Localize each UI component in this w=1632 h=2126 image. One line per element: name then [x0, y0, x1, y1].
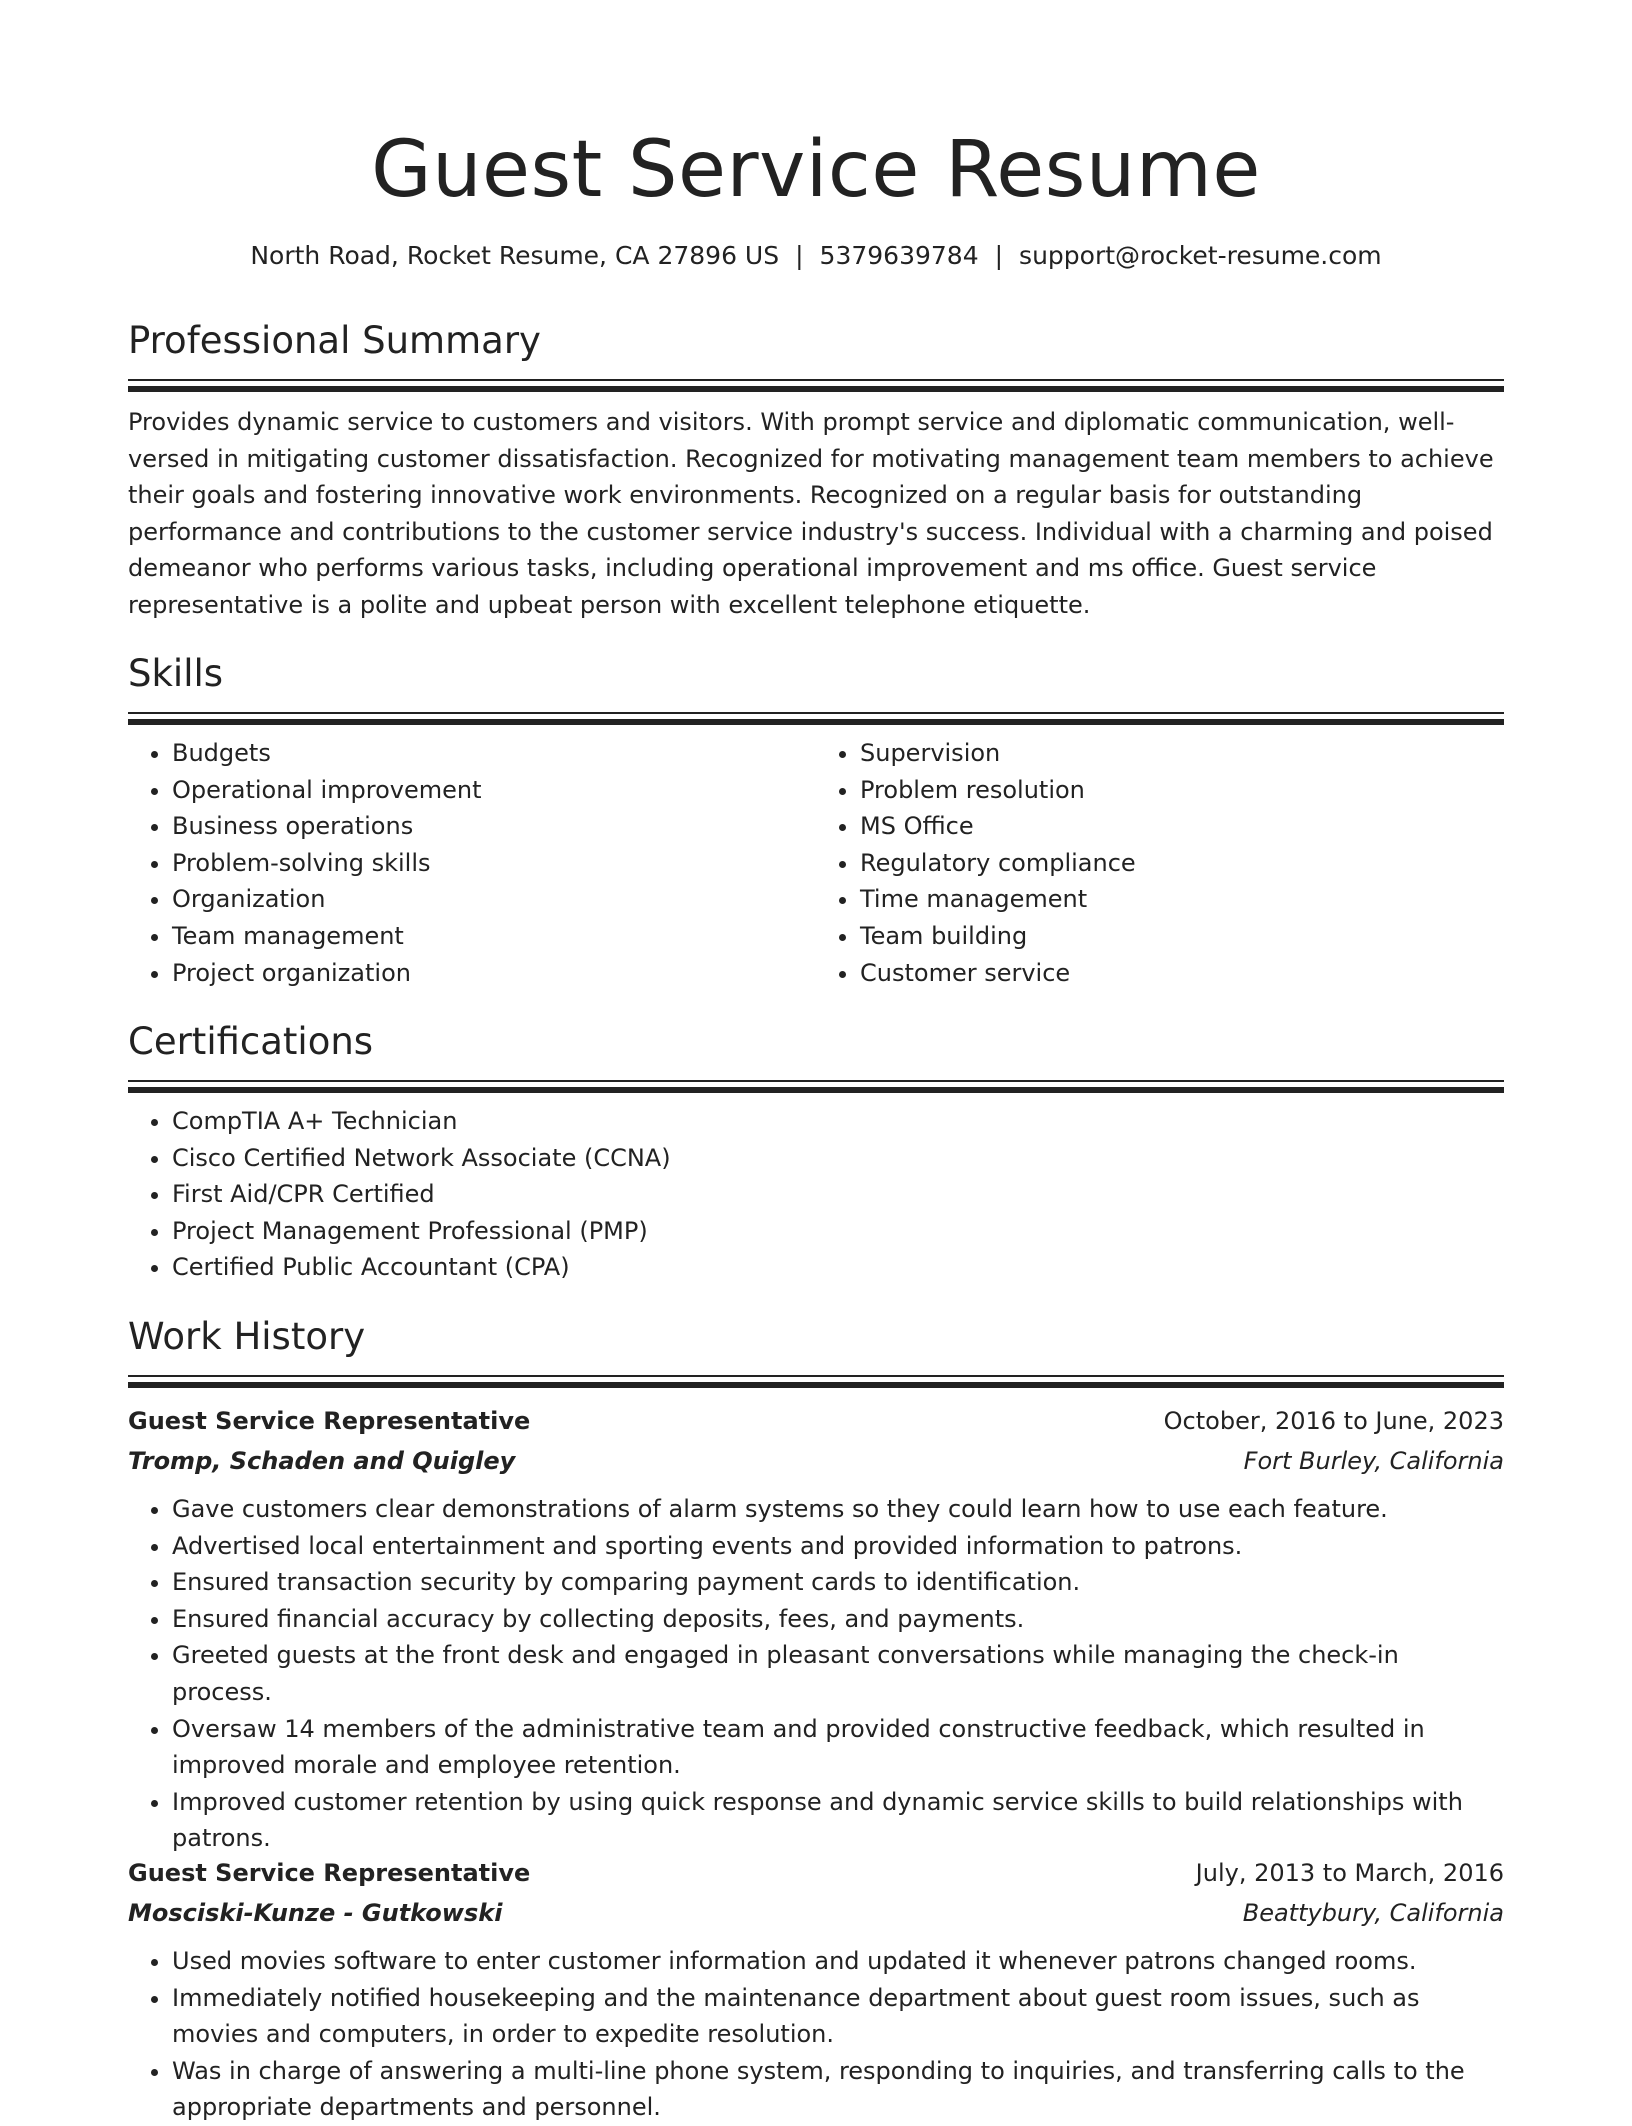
- job-duty: • Oversaw 14 members of the administrative team and provided constructive feedback, which resulted in improved morale and employee retention.: [172, 1711, 1504, 1784]
- job-duties-list: [128, 1943, 1504, 2126]
- job-dates: July, 2013 to March, 2016: [1195, 1859, 1504, 1887]
- certification-item: • CompTIA A+ Technician: [172, 1103, 1504, 1140]
- section-divider: [128, 1375, 1504, 1388]
- skill-item: • Supervision: [860, 735, 1504, 772]
- job-company-row: [128, 1893, 1504, 1933]
- job-duty: • Was in charge of answering a multi-line phone system, responding to inquiries, and transferring calls to the appropriate departments and personnel.: [172, 2053, 1504, 2126]
- skill-item: • Team management: [172, 918, 816, 955]
- summary-heading: Professional Summary: [128, 319, 541, 362]
- skills-heading: Skills: [128, 652, 224, 695]
- section-divider: [128, 379, 1504, 392]
- skill-item: • Customer service: [860, 955, 1504, 992]
- skill-item: • Project organization: [172, 955, 816, 992]
- job-entry: [128, 1401, 1504, 1857]
- certifications-list: [128, 1103, 1504, 1286]
- job-company-row: [128, 1441, 1504, 1481]
- job-title: Guest Service Representative: [128, 1407, 531, 1435]
- job-company: Mosciski-Kunze - Gutkowski: [128, 1899, 503, 1927]
- contact-email: support@rocket-resume.com: [1019, 241, 1382, 270]
- job-duty: • Ensured transaction security by comparing payment cards to identification.: [172, 1564, 1504, 1601]
- section-divider: [128, 712, 1504, 725]
- summary-text: Provides dynamic service to customers and visitors. With prompt service and diplomatic communication, well-versed in mitigating customer dissatisfaction. Recognized for motivating management team members to achieve their goals and fostering innovative work environments. Recognized on a regular basis for outstanding performance and contributions to the customer service industry's success. Individual with a charming and poised demeanor who performs various tasks, including operational improvement and ms office. Guest service representative is a polite and upbeat person with excellent telephone etiquette.: [128, 408, 1494, 619]
- work-history-heading: Work History: [128, 1315, 366, 1358]
- certification-item: • Cisco Certified Network Associate (CCNA): [172, 1140, 1504, 1177]
- certifications-section: [128, 1018, 1504, 1286]
- work-history-section: [128, 1313, 1504, 1388]
- skill-item: • Business operations: [172, 808, 816, 845]
- job-duty: • Improved customer retention by using quick response and dynamic service skills to build relationships with patrons.: [172, 1784, 1504, 1857]
- skill-item: • MS Office: [860, 808, 1504, 845]
- skill-item: • Budgets: [172, 735, 816, 772]
- contact-line: [128, 238, 1504, 274]
- job-entry: [128, 1853, 1504, 2126]
- job-duty: • Ensured financial accuracy by collecting deposits, fees, and payments.: [172, 1601, 1504, 1638]
- job-location: Beattybury, California: [1242, 1899, 1504, 1927]
- job-duty: • Used movies software to enter customer information and updated it whenever patrons changed rooms.: [172, 1943, 1504, 1980]
- job-duty: • Advertised local entertainment and sporting events and provided information to patrons.: [172, 1528, 1504, 1565]
- job-header-row: [128, 1853, 1504, 1893]
- skill-item: • Regulatory compliance: [860, 845, 1504, 882]
- job-duties-list: [128, 1491, 1504, 1857]
- skill-item: • Operational improvement: [172, 772, 816, 809]
- job-title: Guest Service Representative: [128, 1859, 531, 1887]
- job-duty: • Gave customers clear demonstrations of alarm systems so they could learn how to use each feature.: [172, 1491, 1504, 1528]
- certification-item: • Project Management Professional (PMP): [172, 1213, 1504, 1250]
- resume-title: Guest Service Resume: [371, 125, 1261, 215]
- skill-item: • Organization: [172, 881, 816, 918]
- job-location: Fort Burley, California: [1243, 1447, 1504, 1475]
- job-dates: October, 2016 to June, 2023: [1163, 1407, 1504, 1435]
- contact-phone: 5379639784: [819, 241, 979, 270]
- section-divider: [128, 1080, 1504, 1093]
- skill-item: • Problem-solving skills: [172, 845, 816, 882]
- contact-separator: |: [795, 241, 804, 270]
- certification-item: • Certified Public Accountant (CPA): [172, 1249, 1504, 1286]
- skills-list-right: [816, 735, 1504, 991]
- certifications-heading: Certifications: [128, 1020, 374, 1063]
- skill-item: • Time management: [860, 881, 1504, 918]
- skills-columns: [128, 725, 1504, 991]
- skills-list-left: [128, 735, 816, 991]
- summary-section: [128, 317, 1504, 624]
- skill-item: • Team building: [860, 918, 1504, 955]
- job-company: Tromp, Schaden and Quigley: [128, 1447, 516, 1475]
- job-header-row: [128, 1401, 1504, 1441]
- job-duty: • Greeted guests at the front desk and engaged in pleasant conversations while managing the check-in process.: [172, 1637, 1504, 1710]
- skills-section: [128, 650, 1504, 991]
- contact-address: North Road, Rocket Resume, CA 27896 US: [250, 241, 780, 270]
- skill-item: • Problem resolution: [860, 772, 1504, 809]
- contact-separator: |: [994, 241, 1004, 270]
- certification-item: • First Aid/CPR Certified: [172, 1176, 1504, 1213]
- job-duty: • Immediately notified housekeeping and the maintenance department about guest room issues, such as movies and computers, in order to expedite resolution.: [172, 1980, 1504, 2053]
